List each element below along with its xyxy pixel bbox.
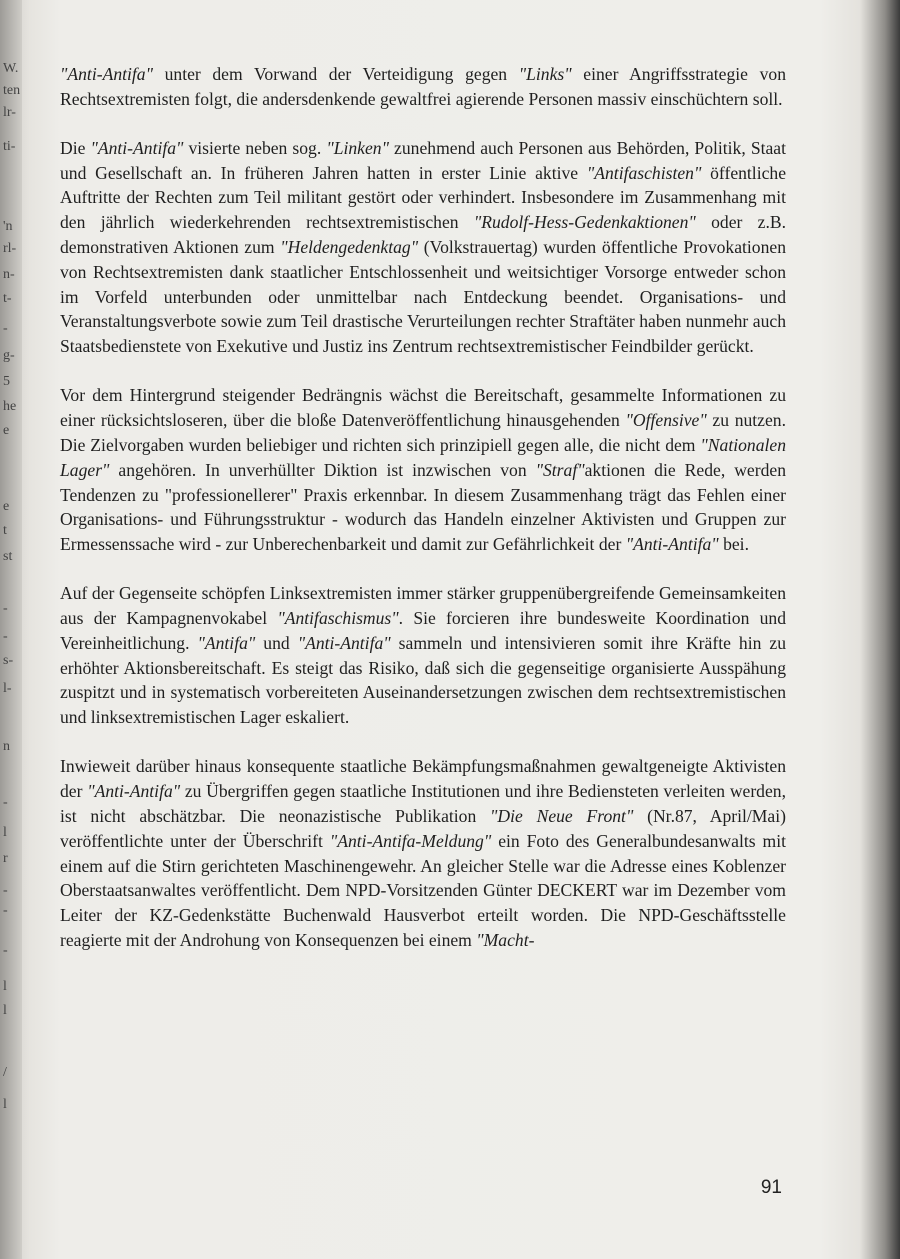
paragraph-4 bbox=[60, 581, 786, 730]
italic-run: "Heldengedenktag" bbox=[280, 237, 419, 258]
text-run: und bbox=[255, 632, 298, 653]
margin-fragment: W. bbox=[3, 61, 19, 76]
italic-run: "Antifaschisten" bbox=[586, 162, 702, 183]
text-run: Inwieweit darüber hinaus konsequente staatliche Bekämpfungsmaßnahmen gewaltgeneigte Aktivisten der bbox=[60, 756, 786, 802]
margin-fragment: 5 bbox=[3, 374, 10, 389]
margin-fragment: rl- bbox=[3, 241, 17, 256]
text-run: (Nr.87, April/Mai) veröffentlichte unter der Überschrift bbox=[60, 805, 786, 851]
text-run: Die bbox=[60, 137, 91, 158]
body-text bbox=[60, 62, 786, 953]
italic-run: "Die Neue Front" bbox=[490, 805, 634, 826]
italic-run: "Anti-Antifa" bbox=[87, 781, 181, 802]
italic-run: "Anti-Antifa-Meldung" bbox=[329, 830, 492, 851]
margin-fragment: / bbox=[3, 1065, 7, 1080]
margin-fragment: l bbox=[3, 979, 7, 994]
margin-fragment: - bbox=[3, 601, 8, 616]
text-run: zu Übergriffen gegen staatliche Institutionen und ihre Bediensteten verleiten werden, ist nicht abschätzbar. Die neonazistische Publikation bbox=[60, 781, 786, 826]
italic-run: "Offensive" bbox=[625, 410, 707, 431]
margin-fragment: - bbox=[3, 629, 8, 644]
margin-fragment: g- bbox=[3, 348, 15, 363]
margin-fragment: e bbox=[3, 499, 10, 514]
paragraph-3 bbox=[60, 383, 786, 557]
page-number: 91 bbox=[760, 1177, 782, 1198]
italic-run: "Nationalen Lager" bbox=[60, 434, 786, 480]
italic-run: "Straf" bbox=[535, 459, 585, 480]
margin-fragment: 'n bbox=[3, 219, 13, 234]
italic-run: "Rudolf-Hess-Gedenkaktionen" bbox=[473, 212, 696, 233]
margin-fragment: l- bbox=[3, 681, 12, 696]
margin-fragment: r bbox=[3, 851, 8, 866]
margin-fragment: s- bbox=[3, 653, 14, 668]
italic-run: "Links" bbox=[518, 64, 572, 84]
text-run: aktionen die Rede, werden Tendenzen zu "professionellerer" Praxis erkennbar. In diesem Zusammenhang trägt das Fehlen einer Organisations- und Führungsstruktur - wodurch das Handeln einzelner Aktivisten und Gruppen zur Ermessenssache wird - zur Unberechenbarkeit und damit zur Gefährlichkeit der bbox=[60, 459, 786, 555]
text-run: angehören. In unverhüllter Diktion ist inzwischen von bbox=[109, 459, 536, 480]
text-run: bei. bbox=[718, 534, 749, 555]
margin-fragment: - bbox=[3, 883, 8, 898]
italic-run: "Antifa" bbox=[197, 632, 256, 653]
margin-fragment: l bbox=[3, 1097, 7, 1112]
text-run: sammeln und intensivieren somit ihre Kräfte hin zu erhöhter Aktionsbereitschaft. Es steigt das Risiko, daß sich die gegenseitige organisierte Ausspähung zuspitzt und in systematisch vorbereiteten Auseinandersetzungen zwischen dem rechtsextremistischen und linksextremistischen Lager eskaliert. bbox=[60, 632, 786, 728]
text-run: zunehmend auch Personen aus Behörden, Politik, Staat und Gesellschaft an. In früheren Jahren hatten in erster Linie aktive bbox=[60, 137, 786, 183]
text-run: ein Foto des Generalbundesanwalts mit einem auf die Stirn gerichteten Maschinengewehr. An gleicher Stelle war die Adresse eines Koblenzer Oberstaatsanwaltes veröffentlicht. Dem NPD-Vorsitzenden Günter DECKERT war im Dezember vom Leiter der KZ-Gedenkstätte Buchenwald Hausverbot erteilt worden. Die NPD-Geschäftsstelle reagierte mit der Androhung von Konsequenzen bei einem bbox=[60, 830, 787, 950]
italic-run: "Anti-Antifa" bbox=[625, 534, 719, 555]
text-run: Vor dem Hintergrund steigender Bedrängnis wächst die Bereitschaft, gesammelte Informationen zu einer rücksichtsloseren, über die bloße Datenveröffentlichung hinausgehenden bbox=[60, 385, 786, 431]
paragraph-2 bbox=[60, 136, 786, 359]
italic-run: "Macht- bbox=[476, 929, 535, 950]
text-run: Auf der Gegenseite schöpfen Linksextremisten immer stärker gruppenübergreifende Gemeinsamkeiten aus der Kampagnenvokabel bbox=[60, 583, 786, 629]
margin-fragment: l bbox=[3, 825, 7, 840]
margin-fragment: he bbox=[3, 399, 17, 414]
italic-run: "Anti-Antifa" bbox=[297, 632, 391, 653]
text-run: . Sie forcieren ihre bundesweite Koordination und Vereinheitlichung. bbox=[60, 608, 786, 653]
text-run: (Volkstrauertag) wurden öffentliche Provokationen von Rechtsextremisten dank staatlicher Entschlossenheit und weitsichtiger Vorsorge entweder schon im Vorfeld unterbunden oder unmittelbar nach Entdeckung beendet. Organisations- und Veranstaltungsverbote sowie zum Teil drastische Verurteilungen rechter Straftäter haben nunmehr auch Staatsbedienstete von Exekutive und Justiz ins Zentrum rechtsextremistischer Feindbilder gerückt. bbox=[60, 237, 786, 357]
margin-fragment: - bbox=[3, 943, 8, 958]
margin-fragment: lr- bbox=[3, 105, 16, 120]
text-run: visierte neben sog. bbox=[183, 137, 327, 158]
margin-fragment: n bbox=[3, 739, 10, 754]
margin-fragment: ti- bbox=[3, 139, 16, 154]
italic-run: "Anti-Antifa" bbox=[60, 64, 153, 84]
margin-fragment: st bbox=[3, 549, 13, 564]
text-run: zu nutzen. Die Zielvorgaben wurden beliebiger und richten sich prinzipiell gegen alle, die nicht dem bbox=[60, 410, 786, 455]
paragraph-5 bbox=[60, 754, 786, 952]
italic-run: "Antifaschismus" bbox=[277, 608, 399, 629]
margin-fragment: - bbox=[3, 903, 8, 918]
margin-fragment: n- bbox=[3, 267, 15, 282]
italic-run: "Linken" bbox=[326, 137, 389, 158]
margin-fragment: t- bbox=[3, 291, 12, 306]
margin-fragment: - bbox=[3, 321, 8, 336]
text-run: unter dem Vorwand der Verteidigung gegen bbox=[152, 64, 519, 84]
margin-fragment: t bbox=[3, 523, 7, 538]
text-run: oder z.B. demonstrativen Aktionen zum bbox=[60, 212, 786, 258]
margin-fragment: - bbox=[3, 795, 8, 810]
paragraph-1 bbox=[60, 62, 786, 112]
italic-run: "Anti-Antifa" bbox=[90, 137, 184, 158]
text-run: einer Angriffsstrategie von Rechtsextremisten folgt, die andersdenkende gewaltfrei agierende Personen massiv einschüchtern soll. bbox=[60, 64, 786, 109]
margin-fragment: ten bbox=[3, 83, 21, 98]
margin-fragment: l bbox=[3, 1003, 7, 1018]
margin-fragment: e bbox=[3, 423, 10, 438]
text-run: öffentliche Auftritte der Rechten zum Teil militant gestört oder verhindert. Insbesondere im Zusammenhang mit den jährlich wiederkehrenden rechtsextremistischen bbox=[60, 162, 786, 233]
